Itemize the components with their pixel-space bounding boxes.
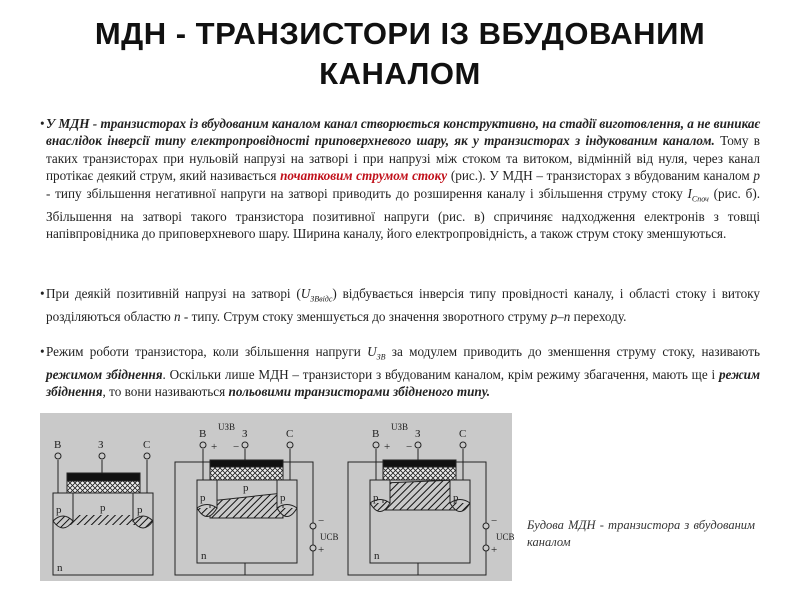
label-minus: −: [491, 515, 498, 527]
label-drain: С: [286, 428, 294, 440]
text: , то вони називаються: [102, 384, 229, 400]
symbol: U: [300, 286, 311, 301]
text: переходу.: [570, 309, 627, 325]
label-drain: С: [459, 428, 467, 440]
slide-title: МДН - ТРАНЗИСТОРИ ІЗ ВБУДОВАНИМ КАНАЛОМ: [94, 16, 706, 91]
symbol: p: [753, 168, 761, 184]
symbol: p–n: [550, 309, 571, 325]
symbol: n: [174, 309, 181, 325]
text: - типу. Струм стоку зменшується до значення зворотного струму: [180, 309, 551, 325]
emphasis-text: режимом збіднення: [46, 367, 163, 383]
label-source: В: [54, 439, 62, 451]
emphasis-text: режим збіднення: [46, 367, 760, 400]
label-n: n: [57, 562, 63, 574]
label-plus: +: [491, 544, 498, 556]
text: за модулем приводить до зменшення струму стоку, називають: [385, 344, 760, 359]
label-p-plus: p: [453, 492, 459, 504]
label-p-plus: p: [280, 492, 286, 504]
label-p: p: [100, 502, 106, 514]
subscript: ЗВ: [376, 352, 386, 362]
label-source: В: [199, 428, 207, 440]
transistor-diagrams: [40, 413, 515, 581]
symbol: I: [687, 185, 692, 201]
label-source: В: [372, 428, 380, 440]
label-minus: −: [233, 441, 240, 453]
highlight-term: початковим струмом стоку: [280, 168, 448, 184]
text: (рис. б). Збільшення на затворі такого транзистора позитивної напруги (рис. в) спричиняє надходження електронів з товщі напівпровідника до приповерхневого шару. Ширина каналу, його електропровідність, а також струм стоку зменшуються.: [46, 185, 761, 242]
symbol: U: [367, 344, 377, 359]
subscript: Споч: [691, 194, 709, 204]
bullet: •: [40, 286, 45, 301]
paragraph-depletion-mode: [40, 343, 760, 401]
label-plus: +: [318, 544, 325, 556]
text: Тому в таких транзисторах при нульовій напрузі на затворі і при напрузі між стоком та витоком, відмінній від нуля, через канал протікає деякий струм, який називається: [46, 133, 760, 184]
emphasis-text: У МДН - транзисторах із вбудованим каналом канал створюється конструктивно, на стадії виготовлення, а не виникає внаслідок інверсії типу електропровідності приповерхневого шару, як у транзисторах з індукованим каналом.: [46, 116, 760, 149]
label-p: p: [243, 482, 249, 494]
bullet: •: [40, 116, 45, 131]
text: (рис.). У МДН – транзисторах з вбудованим каналом: [447, 168, 754, 184]
label-gate: З: [242, 428, 248, 440]
label-plus: +: [384, 441, 391, 453]
label-ugs: UЗВ: [391, 422, 409, 432]
label-p-plus: p: [56, 504, 62, 516]
figure-caption: Будова МДН - транзистора з вбудованим каналом: [527, 518, 755, 549]
text: - типу збільшення негативної напруги на затворі приводить до розширення каналу і збільшення струму стоку: [46, 185, 688, 201]
diagram-b: [175, 442, 316, 575]
label-drain: С: [143, 439, 151, 451]
label-uds: UСВ: [496, 532, 515, 542]
emphasis-text: польовими транзисторами збідненого типу.: [228, 384, 491, 400]
label-n: n: [374, 550, 380, 562]
label-p-plus: p: [373, 492, 379, 504]
text: Режим роботи транзистора, коли збільшення напруги: [46, 344, 368, 359]
paragraph-built-in-channel: [40, 115, 761, 242]
label-p-plus: p: [137, 504, 143, 516]
label-uds: UСВ: [320, 532, 339, 542]
mosfet-structure-figure: [40, 413, 515, 581]
label-plus: +: [211, 441, 218, 453]
paragraph-inversion: [40, 285, 760, 325]
diagram-c: [348, 442, 489, 575]
label-ugs: UЗВ: [218, 422, 236, 432]
subscript: ЗВвідс: [310, 294, 333, 304]
text: ) відбувається інверсія типу провідності каналу, і області стоку і витоку розділяються областю: [46, 286, 760, 325]
label-p-plus: p: [200, 492, 206, 504]
text: При деякій позитивній напрузі на затворі (: [46, 286, 301, 301]
label-gate: З: [98, 439, 104, 451]
text: . Оскільки лише МДН – транзистори з вбудованим каналом, крім режиму збагачення, мають ще і: [162, 367, 719, 383]
label-minus: −: [406, 441, 413, 453]
label-gate: З: [415, 428, 421, 440]
label-minus: −: [318, 515, 325, 527]
bullet: •: [40, 344, 45, 359]
label-n: n: [201, 550, 207, 562]
